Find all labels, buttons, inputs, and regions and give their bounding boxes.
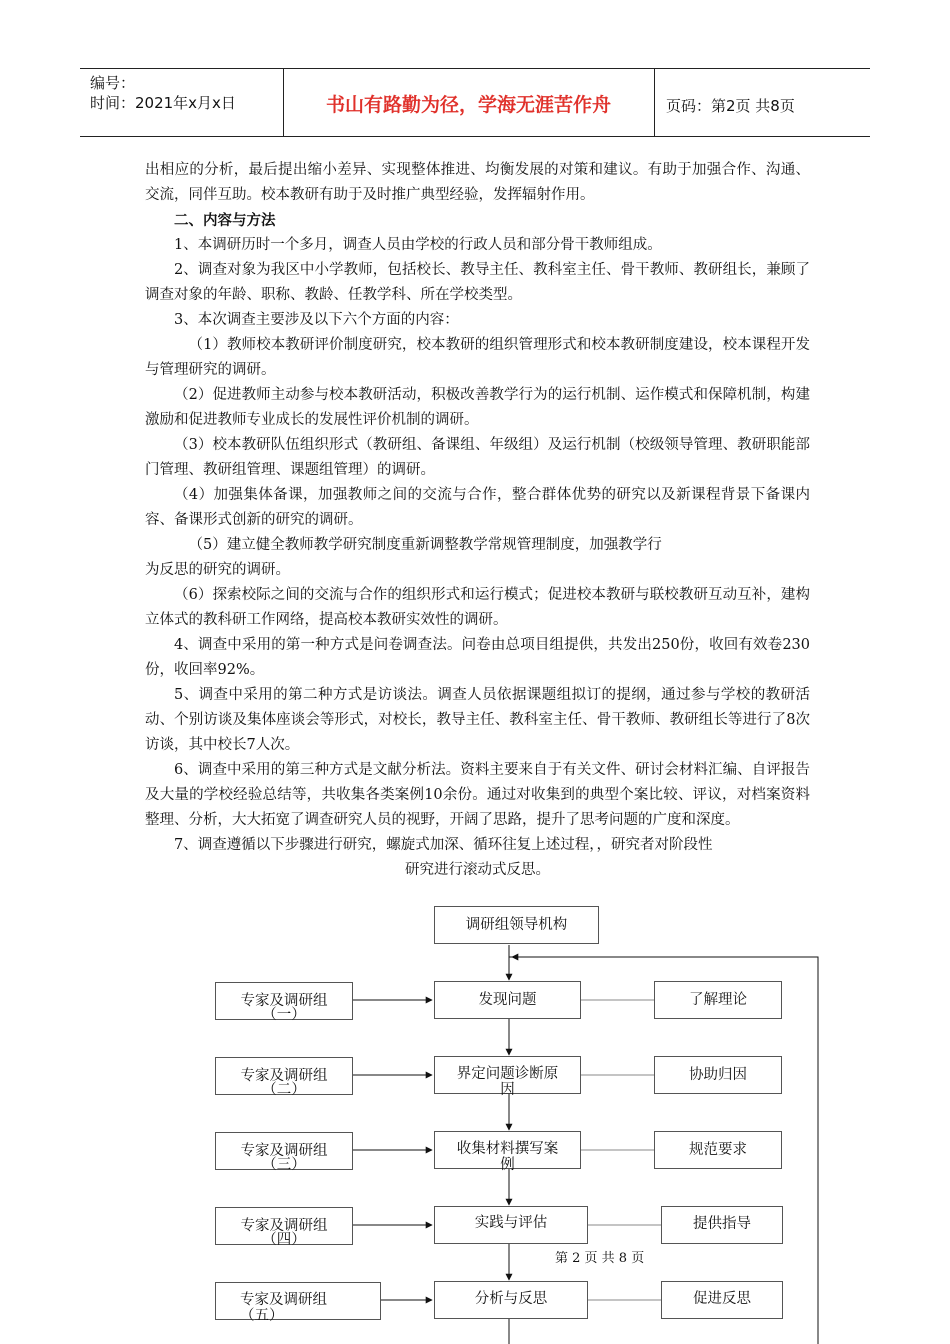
- flow-left-5: [215, 1282, 381, 1324]
- flow-step-3: [434, 1131, 581, 1173]
- flow-step-4-label: 实践与评估: [474, 1215, 548, 1231]
- flow-right-4-label: 提供指导: [693, 1216, 751, 1232]
- paragraph-item-7: 7、调查遵循以下步骤进行研究，螺旋式加深、循环往复上述过程，，研究者对阶段性: [174, 837, 713, 853]
- flow-left-3: [215, 1132, 353, 1173]
- flow-left-1-sub: （一）: [262, 1007, 306, 1023]
- header-number-label: 编号：: [90, 74, 136, 92]
- flow-left-4-sub: （四）: [262, 1232, 306, 1248]
- sub-item-4: （4）加强集体备课，加强教师之间的交流与合作，整合群体优势的研究以及新课程背景下备课内容、备课形式创新的研究的调研。: [145, 487, 810, 528]
- header-date-label: 时间：2021年x月x日: [90, 94, 236, 112]
- flow-right-2-label: 协助归因: [689, 1067, 747, 1083]
- sub-item-5-line-2: 为反思的研究的调研。: [145, 562, 290, 578]
- flow-right-2: [654, 1056, 782, 1094]
- flow-step-2: [434, 1056, 581, 1098]
- flow-step-4: [434, 1206, 588, 1244]
- flow-left-3-label: 专家及调研组: [240, 1143, 328, 1159]
- paragraph-item-3: 3、本次调查主要涉及以下六个方面的内容：: [174, 312, 459, 328]
- flow-left-1-label: 专家及调研组: [240, 993, 328, 1009]
- paragraph-item-7-cont: 研究进行滚动式反思。: [405, 862, 550, 878]
- flow-left-5-label: 专家及调研组: [240, 1292, 327, 1308]
- paragraph-item-4: 4、调查中采用的第一种方式是问卷调查法。问卷由总项目组提供，共发出250份，收回有效卷230份，收回率92%。: [145, 637, 810, 678]
- flow-left-4-label: 专家及调研组: [240, 1218, 328, 1234]
- flow-right-4: [661, 1206, 783, 1244]
- flow-step-1-label: 发现问题: [478, 992, 537, 1008]
- flow-step-3-label-cont: 例: [500, 1157, 515, 1173]
- paragraph-item-6: 6、调查中采用的第三种方式是文献分析法。资料主要来自于有关文件、研讨会材料汇编、自评报告及大量的学校经验总结等，共收集各类案例10余份。通过对收集到的典型个案比较、评议，对档案资料整理、分析，大大拓宽了调查研究人员的视野，开阔了思路，提升了思考问题的广度和深度。: [145, 762, 810, 828]
- sub-item-1: （1）教师校本教研评价制度研究，校本教研的组织管理形式和校本教研制度建设，校本课程开发与管理研究的调研。: [145, 337, 810, 378]
- flow-right-5-label: 促进反思: [693, 1291, 751, 1307]
- paragraph-item-5: 5、调查中采用的第二种方式是访谈法。调查人员依据课题组拟订的提纲，通过参与学校的教研活动、个别访谈及集体座谈会等形式，对校长，教导主任、教科室主任、骨干教师、教研组长等进行了8次访谈，其中校长7人次。: [145, 687, 810, 753]
- paragraph-item-2: 2、调查对象为我区中小学教师，包括校长、教导主任、教科室主任、骨干教师、教研组长，兼顾了调查对象的年龄、职称、教龄、任教学科、所在学校类型。: [145, 262, 810, 303]
- flow-step-1: [434, 981, 581, 1019]
- header-motto: 书山有路勤为径，学海无涯苦作舟: [325, 94, 611, 116]
- sub-item-2: （2）促进教师主动参与校本教研活动，积极改善教学行为的运行机制、运作模式和保障机制，构建激励和促进教师专业成长的发展性评价机制的调研。: [145, 387, 810, 428]
- flow-step-5-label: 分析与反思: [474, 1291, 548, 1307]
- flow-right-3: [654, 1131, 782, 1169]
- flow-top-box: [434, 906, 599, 944]
- sub-item-3: （3）校本教研队伍组织形式（教研组、备课组、年级组）及运行机制（校级领导管理、教研职能部门管理、教研组管理、课题组管理）的调研。: [145, 437, 810, 478]
- flow-right-1-label: 了解理论: [689, 992, 747, 1008]
- sub-item-5-line-1: （5）建立健全教师教学研究制度重新调整教学常规管理制度，加强教学行: [188, 537, 662, 553]
- section-heading: 二、内容与方法: [174, 212, 276, 229]
- flow-left-4: [215, 1207, 353, 1248]
- header-page-info: 页码：第2页 共8页: [666, 97, 795, 115]
- paragraph-item-1: 1、本调研历时一个多月，调查人员由学校的行政人员和部分骨干教师组成。: [174, 237, 662, 253]
- flow-step-2-label-cont: 因: [500, 1082, 515, 1098]
- flow-step-5: [434, 1281, 588, 1319]
- flow-left-3-sub: （三）: [262, 1157, 306, 1173]
- flow-right-5: [661, 1281, 783, 1319]
- flow-right-1: [654, 981, 782, 1019]
- flow-left-2-sub: （二）: [262, 1082, 306, 1098]
- flow-right-3-label: 规范要求: [689, 1142, 747, 1158]
- footer-page-number: 第 2 页 共 8 页: [555, 1251, 645, 1266]
- paragraph-intro: 出相应的分析，最后提出缩小差异、实现整体推进、均衡发展的对策和建议。有助于加强合作、沟通、交流，同伴互助。校本教研有助于及时推广典型经验，发挥辐射作用。: [145, 162, 810, 203]
- flow-step-2-label: 界定问题诊断原: [456, 1066, 559, 1082]
- flow-top-label: 调研组领导机构: [465, 917, 568, 933]
- flow-left-2: [215, 1057, 353, 1098]
- sub-item-6: （6）探索校际之间的交流与合作的组织形式和运行模式；促进校本教研与联校教研互动互补，建构立体式的教科研工作网络，提高校本教研实效性的调研。: [145, 587, 810, 628]
- flow-left-5-sub: （五）: [240, 1308, 284, 1324]
- flow-left-2-label: 专家及调研组: [240, 1068, 328, 1084]
- flow-step-3-label: 收集材料撰写案: [456, 1141, 559, 1157]
- flow-left-1: [215, 982, 353, 1023]
